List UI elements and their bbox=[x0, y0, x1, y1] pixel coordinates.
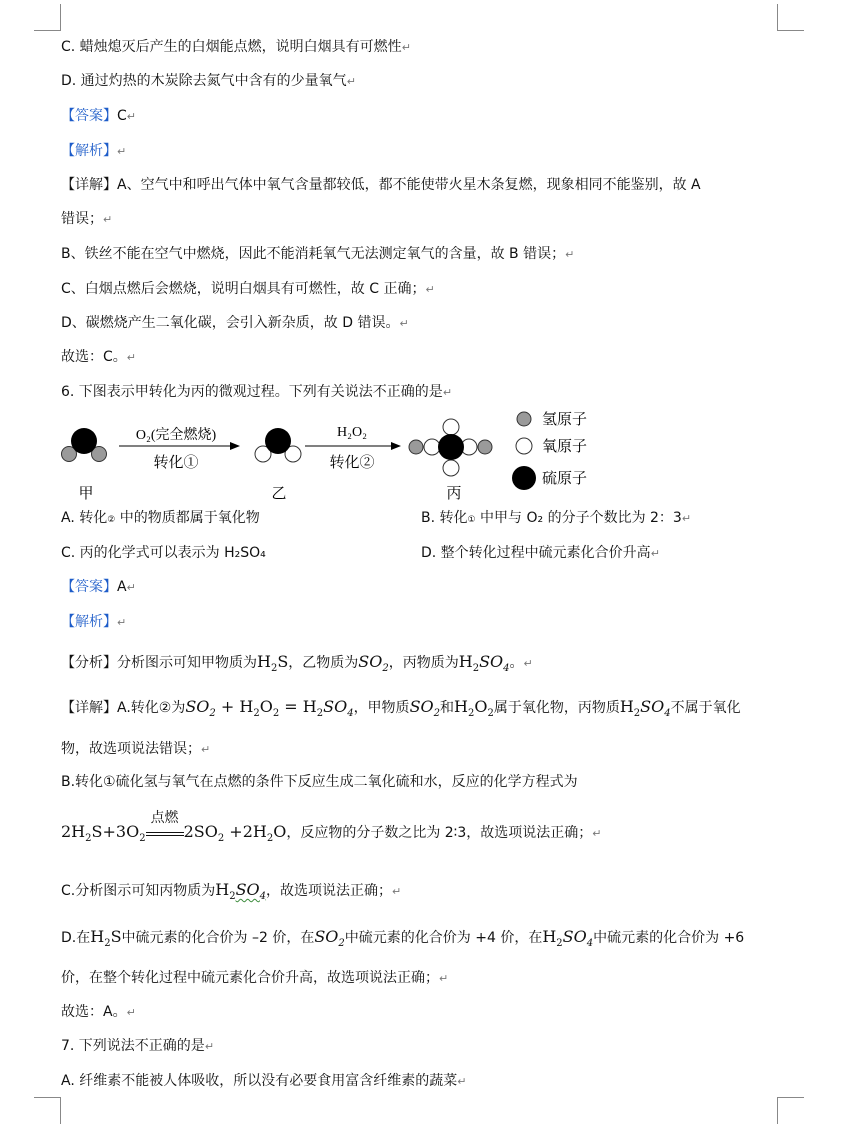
q7-stem: 7. 下列说法不正确的是↵ bbox=[61, 1038, 215, 1054]
hydrogen-atom bbox=[409, 440, 423, 454]
legend-sulfur-icon bbox=[512, 466, 536, 490]
arrow2-bottom-label: 转化② bbox=[329, 455, 375, 471]
q5-detail-d: D、碳燃烧产生二氧化碳，会引入新杂质，故 D 错误。↵ bbox=[61, 315, 409, 331]
arrow-conversion-2 bbox=[305, 425, 401, 471]
oxygen-atom bbox=[424, 439, 440, 455]
sulfur-atom bbox=[438, 434, 464, 460]
legend-oxygen-label: 氧原子 bbox=[542, 439, 588, 455]
crop-mark-bottom-right bbox=[777, 1097, 804, 1124]
q6-detail-d: D.在$H_2S$中硫元素的化合价为 –2 价，在$SO_2$中硫元素的化合价为 +4 价，在$H_2SO_4$中硫元素的化合价为 +6 bbox=[61, 927, 745, 950]
arrow1-bottom-label: 转化① bbox=[153, 455, 199, 471]
legend-oxygen-icon bbox=[516, 438, 532, 454]
q6-answer: 【答案】A↵ bbox=[61, 579, 136, 595]
q5-detail-a-cont: 错误；↵ bbox=[61, 211, 113, 227]
molecule-bing bbox=[409, 419, 492, 476]
q6-detail-b: B.转化①硫化氢与氧气在点燃的条件下反应生成二氧化硫和水，反应的化学方程式为 bbox=[61, 774, 578, 790]
q6-equation: $2H_2S+3O_2$ 点燃 $2SO_2 +2H_2O$，反应物的分子数之比为 2∶3，故选项说法正确；↵ bbox=[61, 810, 602, 845]
q5-detail-c: C、白烟点燃后会燃烧，说明白烟具有可燃性，故 C 正确；↵ bbox=[61, 281, 435, 297]
crop-mark-top-left bbox=[34, 4, 61, 31]
q5-choose: 故选：C。↵ bbox=[61, 349, 136, 365]
molecule-yi bbox=[255, 428, 301, 462]
q6-detail-d-cont: 价，在整个转化过程中硫元素化合价升高，故选项说法正确；↵ bbox=[61, 970, 449, 986]
q6-detail-a-cont: 物，故选项说法错误；↵ bbox=[61, 741, 211, 757]
molecule-jia bbox=[62, 428, 107, 462]
legend bbox=[512, 411, 587, 490]
oxygen-atom bbox=[443, 460, 459, 476]
q6-fenxi: 【分析】分析图示可知甲物质为$H_2S$，乙物质为$SO_2$，丙物质为$H_2SO_4$。↵ bbox=[61, 652, 533, 675]
oxygen-atom bbox=[443, 419, 459, 435]
q6-option-d: D. 整个转化过程中硫元素化合价升高↵ bbox=[421, 545, 660, 561]
crop-mark-top-right bbox=[777, 4, 804, 31]
q5-option-d: D. 通过灼热的木炭除去氮气中含有的少量氧气↵ bbox=[61, 73, 356, 89]
label-jia: 甲 bbox=[78, 486, 94, 502]
q6-option-b: B. 转化① 中甲与 O₂ 的分子个数比为 2：3↵ bbox=[421, 510, 692, 526]
sulfur-atom bbox=[265, 428, 291, 454]
label-bing: 丙 bbox=[446, 486, 462, 502]
q6-stem: 6. 下图表示甲转化为丙的微观过程。下列有关说法不正确的是↵ bbox=[61, 384, 453, 400]
q6-option-a: A. 转化② 中的物质都属于氧化物 bbox=[61, 510, 260, 526]
q6-detail-c: C.分析图示可知丙物质为$H_2SO_4$，故选项说法正确；↵ bbox=[61, 880, 402, 903]
arrow1-top-label: O₂(完全燃烧) bbox=[135, 428, 217, 443]
q5-answer: 【答案】C↵ bbox=[61, 108, 136, 124]
q5-option-c: C. 蜡烛熄灭后产生的白烟能点燃，说明白烟具有可燃性↵ bbox=[61, 39, 411, 55]
hydrogen-atom bbox=[478, 440, 492, 454]
equation-condition: 点燃 bbox=[146, 830, 184, 836]
legend-hydrogen-icon bbox=[517, 412, 531, 426]
legend-hydrogen-label: 氢原子 bbox=[542, 412, 588, 428]
q5-analysis-heading: 【解析】↵ bbox=[61, 143, 127, 159]
q6-option-c: C. 丙的化学式可以表示为 H₂SO₄ bbox=[61, 545, 266, 561]
q7-option-a: A. 纤维素不能被人体吸收，所以没有必要食用富含纤维素的蔬菜↵ bbox=[61, 1073, 467, 1089]
q6-detail-a: 【详解】A.转化②为$SO_2 + H_2O_2 = H_2SO_4$，甲物质$SO_2$和$H_2O_2$属于氧化物，丙物质$H_2SO_4$不属于氧化 bbox=[61, 697, 741, 720]
sulfur-atom bbox=[71, 428, 97, 454]
q6-choose: 故选：A。↵ bbox=[61, 1004, 136, 1020]
arrow2-top-label: H₂O₂ bbox=[337, 425, 367, 440]
q5-detail-a: 【详解】A、空气中和呼出气体中氧气含量都较低，都不能使带火星木条复燃，现象相同不能鉴别，故 A bbox=[61, 177, 701, 193]
label-yi: 乙 bbox=[271, 486, 287, 502]
legend-sulfur-label: 硫原子 bbox=[542, 471, 588, 487]
molecule-diagram bbox=[55, 410, 615, 505]
q5-detail-b: B、铁丝不能在空气中燃烧，因此不能消耗氧气无法测定氧气的含量，故 B 错误；↵ bbox=[61, 246, 575, 262]
q6-analysis-heading: 【解析】↵ bbox=[61, 614, 127, 630]
crop-mark-bottom-left bbox=[34, 1097, 61, 1124]
arrow-conversion-1 bbox=[119, 426, 240, 471]
